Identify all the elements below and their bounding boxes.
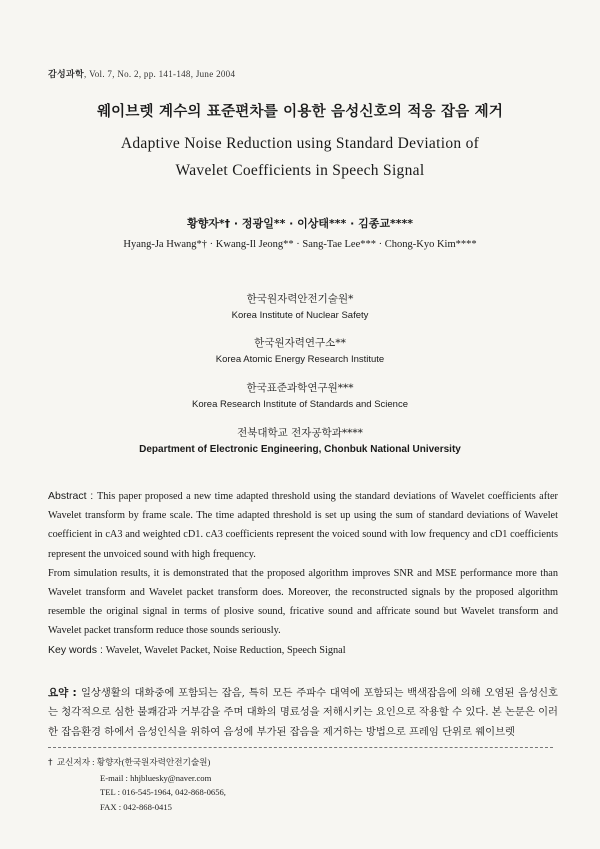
affiliation-4 [0,425,600,455]
abstract-section [48,487,558,660]
title-english-line2: Wavelet Coefficients in Speech Signal [175,162,425,179]
footnote-email: E-mail : hhjbluesky@naver.com [100,772,212,783]
keywords: Key words : Wavelet, Wavelet Packet, Noise Reduction, Speech Signal [48,643,346,656]
title-english [0,130,600,184]
korean-summary-label: 요약 [48,687,69,699]
title-korean: 웨이브렛 계수의 표준편차를 이용한 음성신호의 적응 잡음 제거 [96,104,504,120]
footnote-fax: FAX : 042-868-0415 [100,801,172,812]
authors-korean: 황향자*† · 정광일** · 이상태*** · 김종교**** [186,217,414,230]
footnote-divider [48,747,553,748]
affiliation-korean: 한국원자력연구소** [254,337,346,349]
korean-summary-text: 일상생활의 대화중에 포함되는 잡음, 특히 모든 주파수 대역에 포함되는 백색잡음에 의해 오염된 음성신호는 청각적으로 심한 불쾌감과 거부감을 주며 대화의 명료성을 저해시키는 요인으로 작용할 수 있다. 본 논문은 이러한 잡음환경 하에서 음성인식을 위하여 음성에 부가된 잡음을 제거하는 방법으로 프레임 단위로 웨이브렛 [48,687,559,738]
affiliation-korean: 한국표준과학연구원*** [246,382,354,394]
affiliation-english: Department of Electronic Engineering, Chonbuk National University [139,444,461,455]
affiliation-2 [0,335,600,365]
affiliation-korean: 한국원자력안전기술원* [246,293,354,305]
dagger-icon: † [48,758,53,768]
affiliation-english: Korea Atomic Energy Research Institute [215,354,385,365]
affiliation-english: Korea Research Institute of Standards and Science [192,399,408,410]
abstract-label: Abstract [48,490,87,502]
journal-volume-info: , Vol. 7, No. 2, pp. 141-148, June 2004 [83,69,236,79]
affiliation-korean: 전북대학교 전자공학과**** [237,427,363,439]
abstract-text-1: This paper proposed a new time adapted threshold using the standard deviations of Wavelet coefficients after Wavelet transform by frame scale. The time adapted threshold is set up using the sum of standard deviations of Wavelet coefficient in cA3 and weighted cD1. cA3 coefficients represent the voiced sound with low frequency and cD1 coefficients represent the unvoiced sound with high frequency. [48,491,558,560]
keywords-label: Key words [48,643,98,656]
korean-summary: 요약 : 일상생활의 대화중에 포함되는 잡음, 특히 모든 주파수 대역에 포함되는 백색잡음에 의해 오염된 음성신호는 청각적으로 심한 불쾌감과 거부감을 주며 대화의 명료성을 저해시키는 요인으로 작용할 수 있다. 본 논문은 이러한 잡음환경 하에서 음성인식을 위하여 음성에 부가된 잡음을 제거하는 방법으로 프레임 단위로 웨이브렛 [48,687,559,738]
title-english-line1: Adaptive Noise Reduction using Standard Deviation of [120,135,480,152]
abstract-paragraph-2: From simulation results, it is demonstrated that the proposed algorithm improves SNR and MSE performance more than Wavelet transform and Wavelet packet transform does. Moreover, the reconstructed signals by the proposed algorithm resemble the original signal in terms of plosive sound, fricative sound and affricate sound but Wavelet transform and Wavelet packet transform reduce those sounds seriously. [48,567,558,637]
authors-english: Hyang-Ja Hwang*† · Kwang-Il Jeong** · Sang-Tae Lee*** · Chong-Kyo Kim**** [123,239,477,250]
footnote [48,755,226,814]
affiliation-english: Korea Institute of Nuclear Safety [231,310,369,321]
footnote-tel: TEL : 016-545-1964, 042-868-0656, [100,787,226,798]
journal-name: 감성과학 [48,70,84,80]
keywords-list: Wavelet, Wavelet Packet, Noise Reduction, Speech Signal [105,644,346,656]
affiliation-1 [0,291,600,321]
footnote-corresponding [48,755,226,771]
journal-citation [48,67,235,80]
footnote-corresponding-text: 교신저자 : 황향자(한국원자력안전기술원) [56,757,211,767]
abstract-paragraph-1: Abstract : This paper proposed a new time adapted threshold using the standard deviations of Wavelet coefficients after Wavelet transform by frame scale. The time adapted threshold is set up using the sum of standard deviations of Wavelet coefficient in cA3 and weighted cD1. cA3 coefficients represent the voiced sound with low frequency and cD1 coefficients represent the unvoiced sound with high frequency. [48,490,558,560]
affiliation-3 [0,380,600,410]
